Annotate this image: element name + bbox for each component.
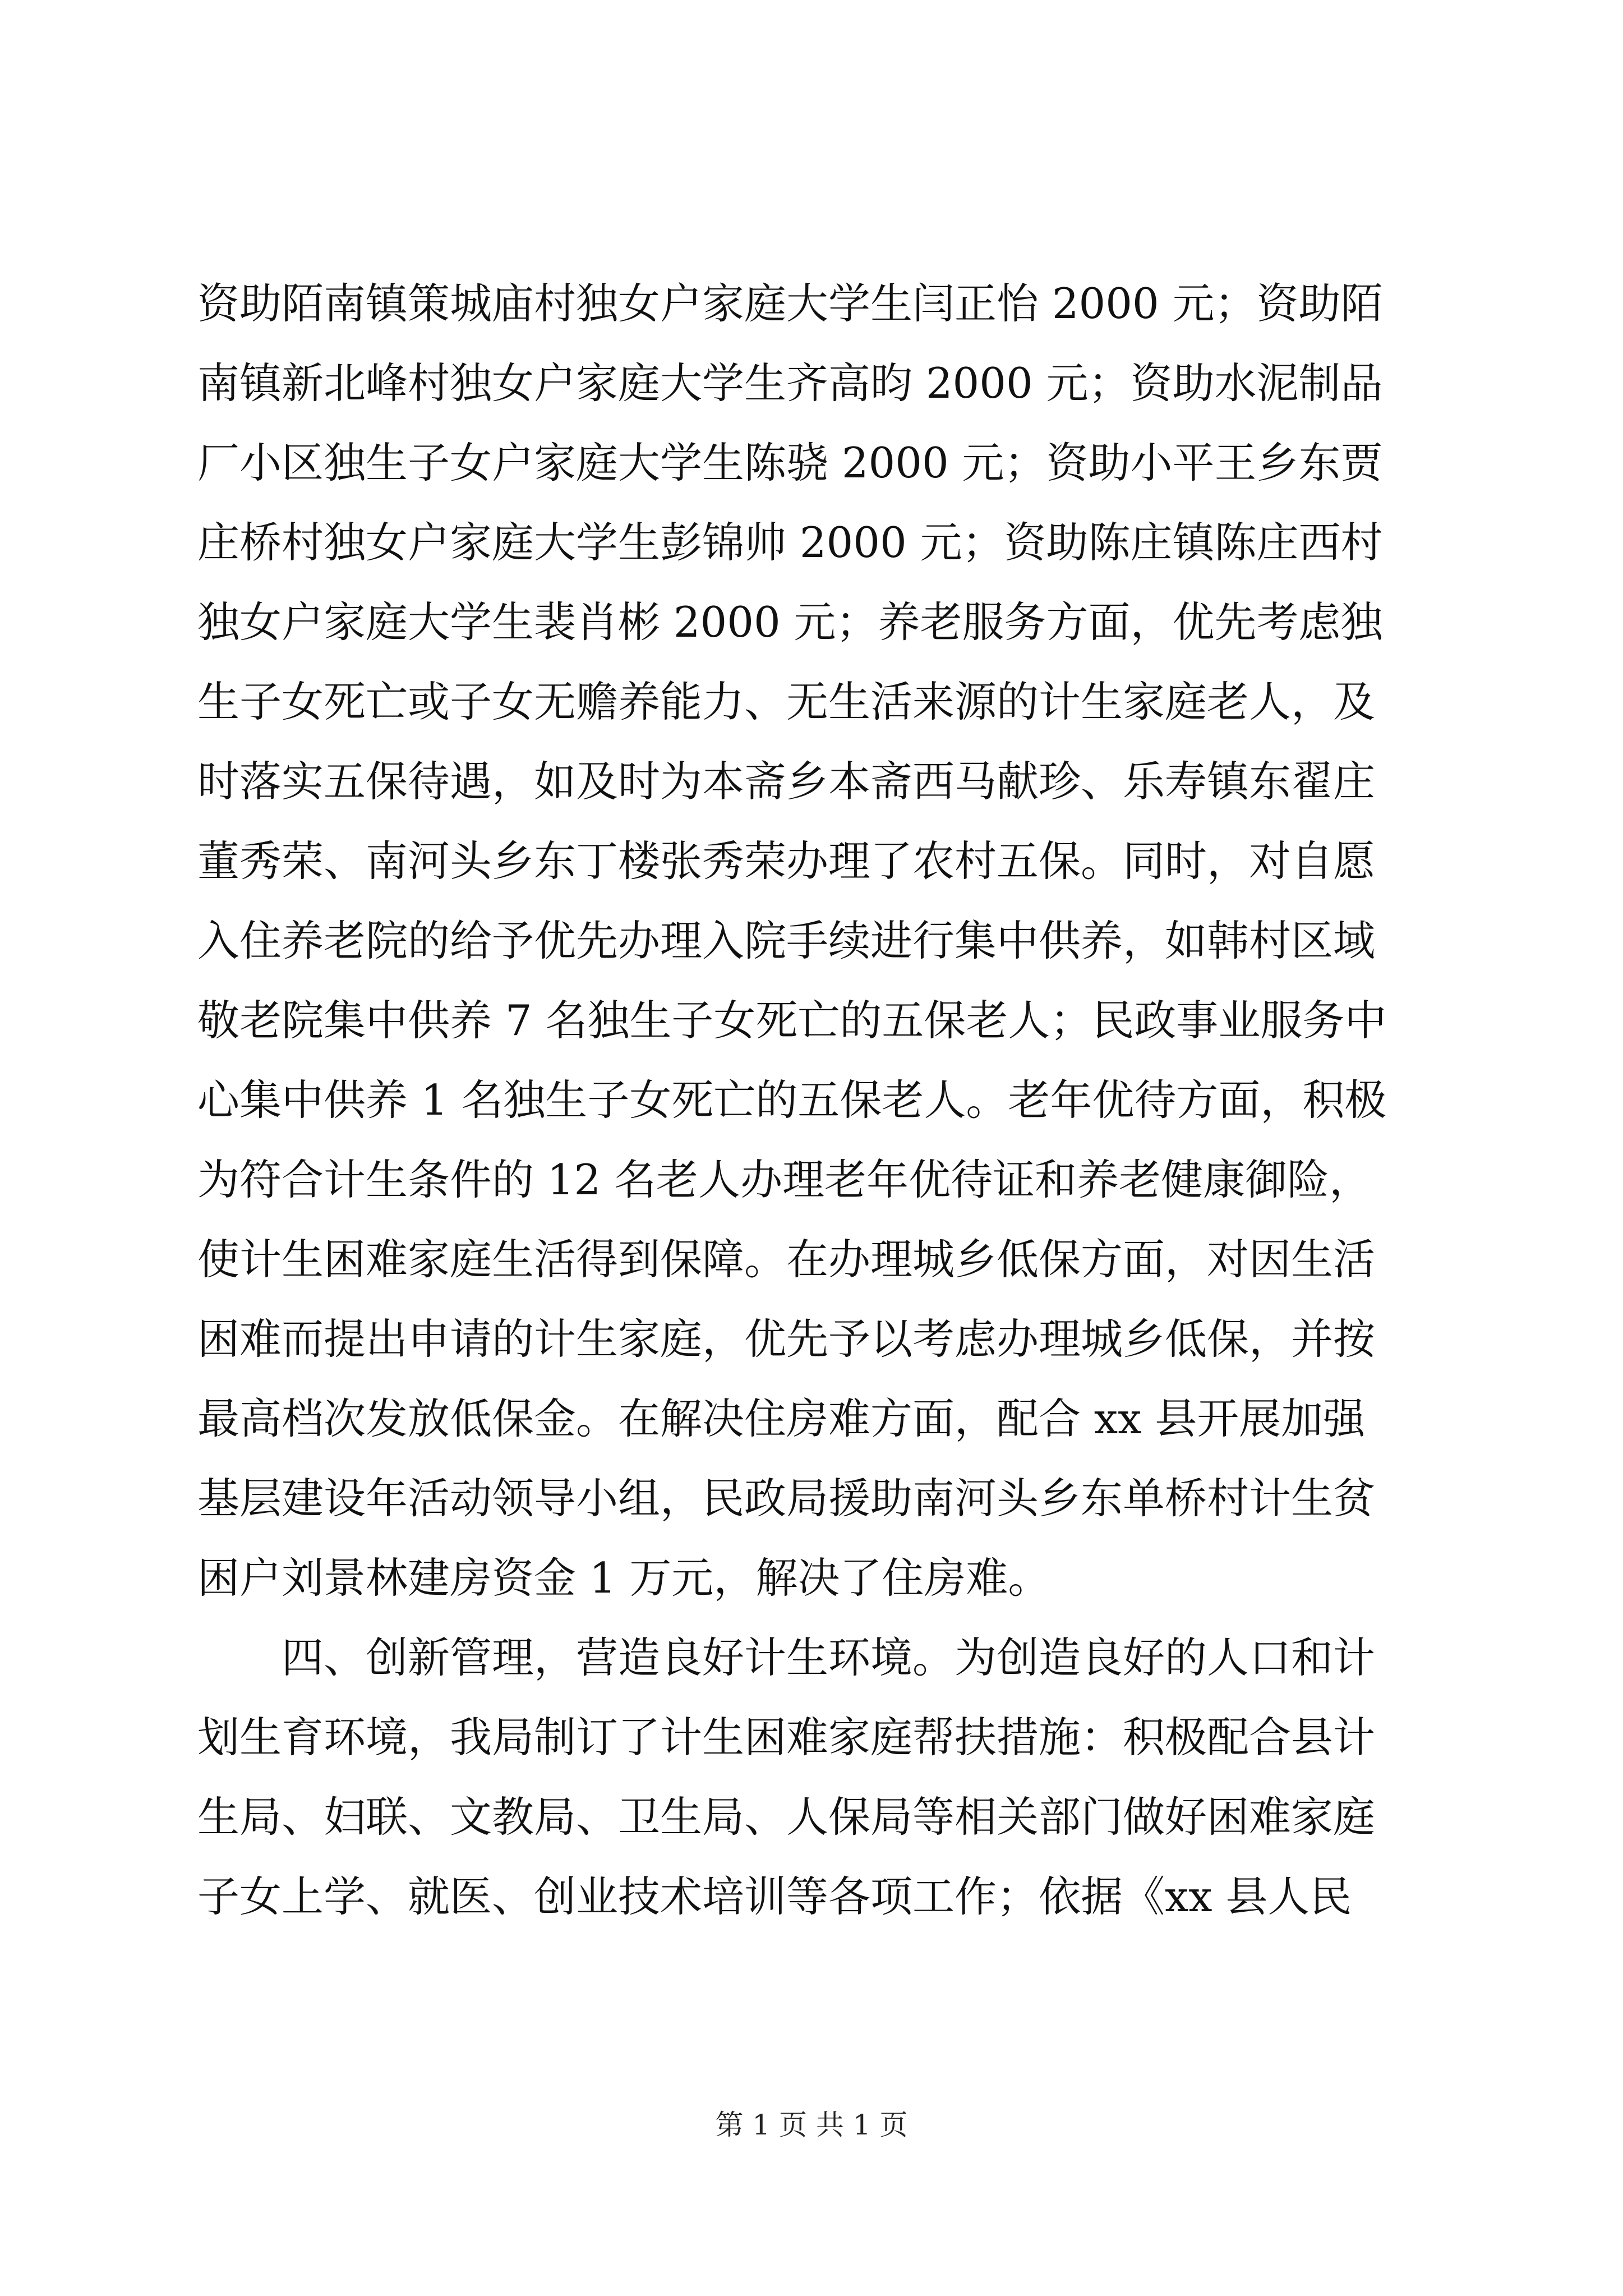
text-line: 心集中供养 1 名独生子女死亡的五保老人。老年优待方面，积极 xyxy=(197,1075,1387,1125)
text-line: 时落实五保待遇，如及时为本斋乡本斋西马献珍、乐寿镇东翟庄 xyxy=(197,757,1376,806)
text-line: 入住养老院的给予优先办理入院手续进行集中供养，如韩村区域 xyxy=(197,916,1376,965)
text-line: 困户刘景林建房资金 1 万元，解决了住房难。 xyxy=(197,1553,1050,1603)
document-body xyxy=(197,264,1420,1936)
text-line: 资助陌南镇策城庙村独女户家庭大学生闫正怡 2000 元；资助陌 xyxy=(197,279,1383,328)
text-line: 最高档次发放低保金。在解决住房难方面，配合 xx 县开展加强 xyxy=(197,1394,1366,1443)
text-line: 敬老院集中供养 7 名独生子女死亡的五保老人；民政事业服务中 xyxy=(197,996,1387,1045)
text-line: 划生育环境，我局制订了计生困难家庭帮扶措施：积极配合县计 xyxy=(197,1713,1376,1762)
text-line: 生子女死亡或子女无赡养能力、无生活来源的计生家庭老人，及 xyxy=(197,677,1376,726)
page-footer: 第 1 页 共 1 页 xyxy=(715,2109,908,2141)
text-line: 子女上学、就医、创业技术培训等各项工作；依据《xx 县人民 xyxy=(197,1872,1352,1921)
paragraph-heading-line: 四、创新管理，营造良好计生环境。为创造良好的人口和计 xyxy=(282,1633,1376,1682)
text-line: 厂小区独生子女户家庭大学生陈骁 2000 元；资助小平王乡东贾 xyxy=(197,438,1383,487)
text-line: 困难而提出申请的计生家庭，优先予以考虑办理城乡低保，并按 xyxy=(197,1314,1376,1364)
text-line: 为符合计生条件的 12 名老人办理老年优待证和养老健康御险， xyxy=(197,1155,1372,1204)
text-line: 生局、妇联、文教局、卫生局、人保局等相关部门做好困难家庭 xyxy=(197,1792,1376,1842)
text-line: 南镇新北峰村独女户家庭大学生齐高昀 2000 元；资助水泥制品 xyxy=(197,358,1383,408)
text-line: 基层建设年活动领导小组，民政局援助南河头乡东单桥村计生贫 xyxy=(197,1474,1376,1523)
text-line: 使计生困难家庭生活得到保障。在办理城乡低保方面，对因生活 xyxy=(197,1235,1376,1284)
text-line: 庄桥村独女户家庭大学生彭锦帅 2000 元；资助陈庄镇陈庄西村 xyxy=(197,518,1383,567)
text-line: 独女户家庭大学生裴肖彬 2000 元；养老服务方面，优先考虑独 xyxy=(197,597,1383,647)
text-line: 董秀荣、南河头乡东丁楼张秀荣办理了农村五保。同时，对自愿 xyxy=(197,836,1376,886)
